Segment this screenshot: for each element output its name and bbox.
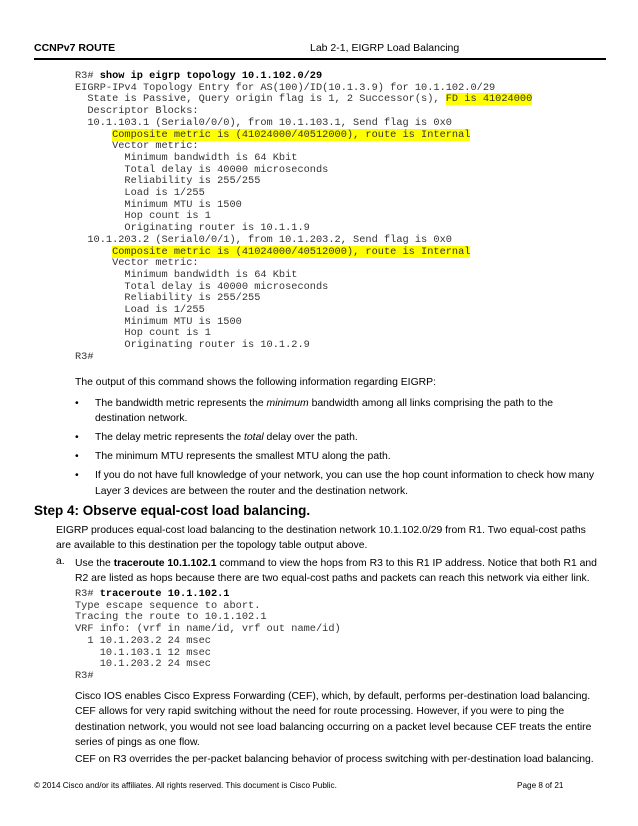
bullet-list: [75, 396, 595, 502]
bullet-text: If you do not have full knowledge of your network, you can use the hop count information to check how many Layer 3 devices are between the router and the destination network.: [95, 470, 595, 497]
code-indent: [75, 129, 112, 141]
code-path-2-details: Vector metric: Minimum bandwidth is 64 Kbit Total delay is 40000 microseconds Reliability is 255/255 Load is 1/255 Minimum MTU is 1500 Hop count is 1 Originating router is 10.1.2.9: [112, 257, 329, 352]
cef-override-paragraph: CEF on R3 overrides the per-packet balancing behavior of process switching with per-destination load balancing.: [75, 754, 594, 765]
topology-code-block: [75, 71, 532, 364]
header-rule: [34, 58, 606, 60]
item-a-text-2: command to view the hops from R3 to this R1 IP address. Notice that both R1 and R2 are listed as hops because there are two equal-cost paths and packets can reach this network via either link.: [75, 558, 597, 585]
code-command: traceroute 10.1.102.1: [99, 588, 230, 600]
code-prompt: R3#: [75, 588, 100, 600]
item-a-text: [75, 556, 605, 587]
code-prompt: R3#: [75, 70, 100, 82]
code-path-1: 10.1.103.1 (Serial0/0/0), from 10.1.103.1, Send flag is 0x0: [75, 116, 452, 129]
step-heading: Step 4: Observe equal-cost load balancing.: [34, 503, 311, 518]
bullet-emphasis: total: [244, 432, 264, 444]
code-command: show ip eigrp topology 10.1.102.0/29: [99, 70, 323, 82]
step-paragraph: EIGRP produces equal-cost load balancing to the destination network 10.1.102.0/29 from R1. Two equal-cost paths are available to this destination per the topology table output above.: [56, 525, 586, 552]
bullet-text: bandwidth among all links comprising the path to the destination network.: [95, 398, 554, 425]
bullet-item: [75, 449, 595, 464]
item-a-text-1: Use the: [75, 558, 114, 569]
item-a-command: traceroute 10.1.102.1: [113, 558, 217, 569]
bullet-text: The delay metric represents the: [95, 432, 245, 444]
footer-copyright: © 2014 Cisco and/or its affiliates. All rights reserved. This document is Cisco Public.: [34, 781, 337, 790]
bullet-text: delay over the path.: [263, 432, 358, 444]
traceroute-code-block: [75, 589, 341, 683]
code-line: EIGRP-IPv4 Topology Entry for AS(100)/ID(10.1.3.9) for 10.1.102.0/29: [75, 81, 496, 94]
list-marker-a: a.: [56, 556, 65, 567]
highlighted-composite-1: Composite metric is (41024000/40512000), route is Internal: [112, 128, 471, 141]
bullet-item: [75, 430, 595, 445]
code-output: Type escape sequence to abort. Tracing the route to 10.1.102.1 VRF info: (vrf in name/id, vrf out name/id) 1 10.1.203.2 24 msec 10.1.103.1 12 msec 10.1.203.2 24 msec R3#: [75, 599, 341, 682]
intro-text: The output of this command shows the following information regarding EIGRP:: [75, 377, 436, 388]
code-end-prompt: R3#: [75, 350, 94, 363]
code-indent: [75, 246, 112, 258]
header-course-title: CCNPv7 ROUTE: [34, 42, 116, 54]
highlighted-fd: FD is 41024000: [445, 93, 533, 106]
code-path-2: 10.1.203.2 (Serial0/0/1), from 10.1.203.2, Send flag is 0x0: [75, 233, 452, 246]
code-path-1-details: Vector metric: Minimum bandwidth is 64 Kbit Total delay is 40000 microseconds Reliability is 255/255 Load is 1/255 Minimum MTU is 1500 Hop count is 1 Originating router is 10.1.1.9: [112, 140, 329, 235]
code-line: State is Passive, Query origin flag is 1, 2 Successor(s),: [75, 93, 446, 106]
highlighted-composite-2: Composite metric is (41024000/40512000), route is Internal: [112, 245, 471, 258]
page-header: [34, 42, 606, 56]
cef-paragraph: Cisco IOS enables Cisco Express Forwarding (CEF), which, by default, performs per-destination load balancing. CEF allows for very rapid switching without the need for route processing. However, if you were to ping the destination network, you would not see load balancing occurring on a packet level because CEF treats the entire series of pings as one flow.: [75, 691, 592, 749]
header-lab-title: Lab 2-1, EIGRP Load Balancing: [310, 42, 460, 54]
bullet-item: [75, 396, 595, 427]
bullet-text: The bandwidth metric represents the: [95, 398, 267, 409]
bullet-item: [75, 468, 595, 499]
bullet-text: The minimum MTU represents the smallest MTU along the path.: [95, 451, 391, 463]
code-line: Descriptor Blocks:: [75, 105, 199, 118]
bullet-emphasis: minimum: [266, 398, 309, 409]
footer-page-number: Page 8 of 21: [517, 781, 564, 790]
